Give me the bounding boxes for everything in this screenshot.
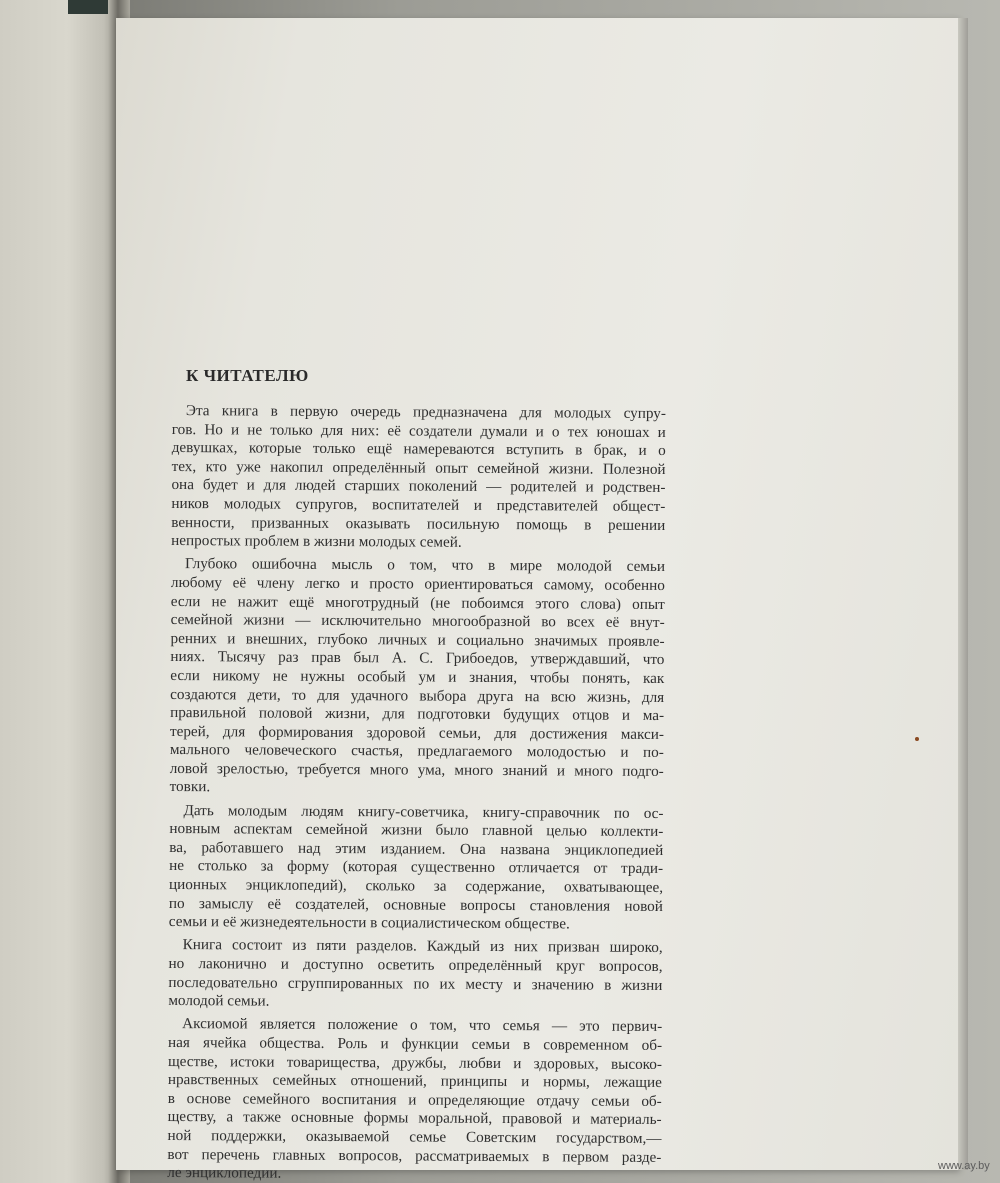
page-stack-edge	[958, 18, 968, 1170]
text-line: ной поддержки, оказываемой семье Советским государством,—	[167, 1126, 662, 1147]
text-line: если не нажит ещё многотрудный (не побоимся этого слова) опыт	[170, 592, 665, 613]
text-line: ренних и внешних, глубоко личных и социально значимых проявле-	[170, 629, 665, 650]
body-text	[167, 402, 666, 1183]
text-line: Эта книга в первую очередь предназначена для молодых супру-	[185, 402, 666, 423]
text-line: любому её члену легко и просто ориентироваться самому, особенно	[170, 573, 665, 594]
text-line: Дать молодым людям книгу-советчика, книгу-справочник по ос-	[183, 801, 664, 822]
text-line: ле энциклопедии.	[167, 1164, 282, 1182]
text-line: ников молодых супругов, воспитателей и представителей общест-	[171, 494, 666, 515]
text-line: но лаконично и доступно осветить определённый круг вопросов,	[168, 954, 663, 976]
text-line: ционных энциклопедий), сколько за содержание, охватывающее,	[169, 876, 664, 897]
text-line: в основе семейного воспитания и определяющие отдачу семьи об-	[167, 1089, 662, 1110]
text-line: семьи и её жизнедеятельности в социалистическом обществе.	[168, 913, 570, 933]
paper-speck	[915, 737, 919, 741]
text-line: если никому не нужны особый ум и знания, чтобы понять, как	[170, 666, 665, 687]
text-line: правильной половой жизни, для подготовки будущих отцов и ма-	[170, 704, 665, 725]
text-line: она будет и для людей старших поколений — родителей и родствен-	[171, 476, 666, 497]
text-line: тех, кто уже накопил определённый опыт семейной жизни. Полезной	[171, 457, 666, 478]
page-heading: К ЧИТАТЕЛЮ	[186, 366, 309, 385]
text-line: Глубоко ошибочна мысль о том, что в мире молодой семьи	[184, 555, 666, 576]
watermark: www.ay.by	[938, 1160, 990, 1172]
text-line: терей, для формирования здоровой семьи, для достижения макси-	[169, 722, 665, 743]
paragraph	[169, 802, 664, 935]
book-cover-edge	[68, 0, 108, 14]
text-line: венности, призванных оказывать посильную помощь в решении	[171, 513, 666, 534]
text-line: ловой зрелостью, требуется много ума, много знаний и много подго-	[169, 759, 664, 780]
text-line: создаются дети, то для удачного выбора друга на всю жизнь, для	[170, 685, 665, 706]
text-line: не столько за форму (которая существенно отличается от тради-	[169, 857, 664, 878]
text-line: непростых проблем в жизни молодых семей.	[171, 532, 462, 551]
text-line: Книга состоит из пяти разделов. Каждый из них призван широко,	[182, 936, 663, 957]
text-line: ществу, а также основные формы моральной, правовой и материаль-	[167, 1108, 662, 1129]
text-line: семейной жизни — исключительно многообразной во всех её внут-	[170, 611, 665, 632]
left-page-edge	[0, 0, 122, 1183]
text-line: новным аспектам семейной жизни было главной целью коллекти-	[169, 820, 664, 841]
text-line: гов. Но и не только для них: её создатели думали и о тех юношах и	[171, 420, 666, 441]
text-line: Аксиомой является положение о том, что семья — это первич-	[182, 1015, 663, 1036]
text-line: вот перечень главных вопросов, рассматриваемых в первом разде-	[167, 1145, 662, 1166]
text-line: молодой семьи.	[168, 992, 270, 1010]
text-line: нравственных семейных отношений, принципы и нормы, лежащие	[167, 1071, 662, 1092]
text-line: мального человеческого счастья, предлагаемого молодостью и по-	[169, 741, 664, 762]
paragraph	[171, 402, 666, 554]
text-line: товки.	[169, 778, 211, 796]
text-line: ществе, истоки товарищества, дружбы, любви и здоровых, высоко-	[167, 1052, 663, 1073]
text-line: последовательно сгруппированных по их месту и значению в жизни	[168, 973, 663, 994]
paragraph	[170, 555, 665, 800]
text-line: девушках, которые только ещё намереваются вступить в брак, и о	[171, 439, 666, 460]
text-line: ниях. Тысячу раз прав был А. С. Грибоедов, утверждавший, что	[170, 648, 665, 669]
text-line: ва, работавшего над этим изданием. Она названа энциклопедией	[169, 838, 664, 859]
paragraph	[168, 936, 662, 1013]
text-line: ная ячейка общества. Роль и функции семьи в современном об-	[168, 1033, 663, 1054]
paragraph	[167, 1015, 662, 1183]
text-line: по замыслу её создателей, основные вопросы становления новой	[168, 894, 663, 915]
